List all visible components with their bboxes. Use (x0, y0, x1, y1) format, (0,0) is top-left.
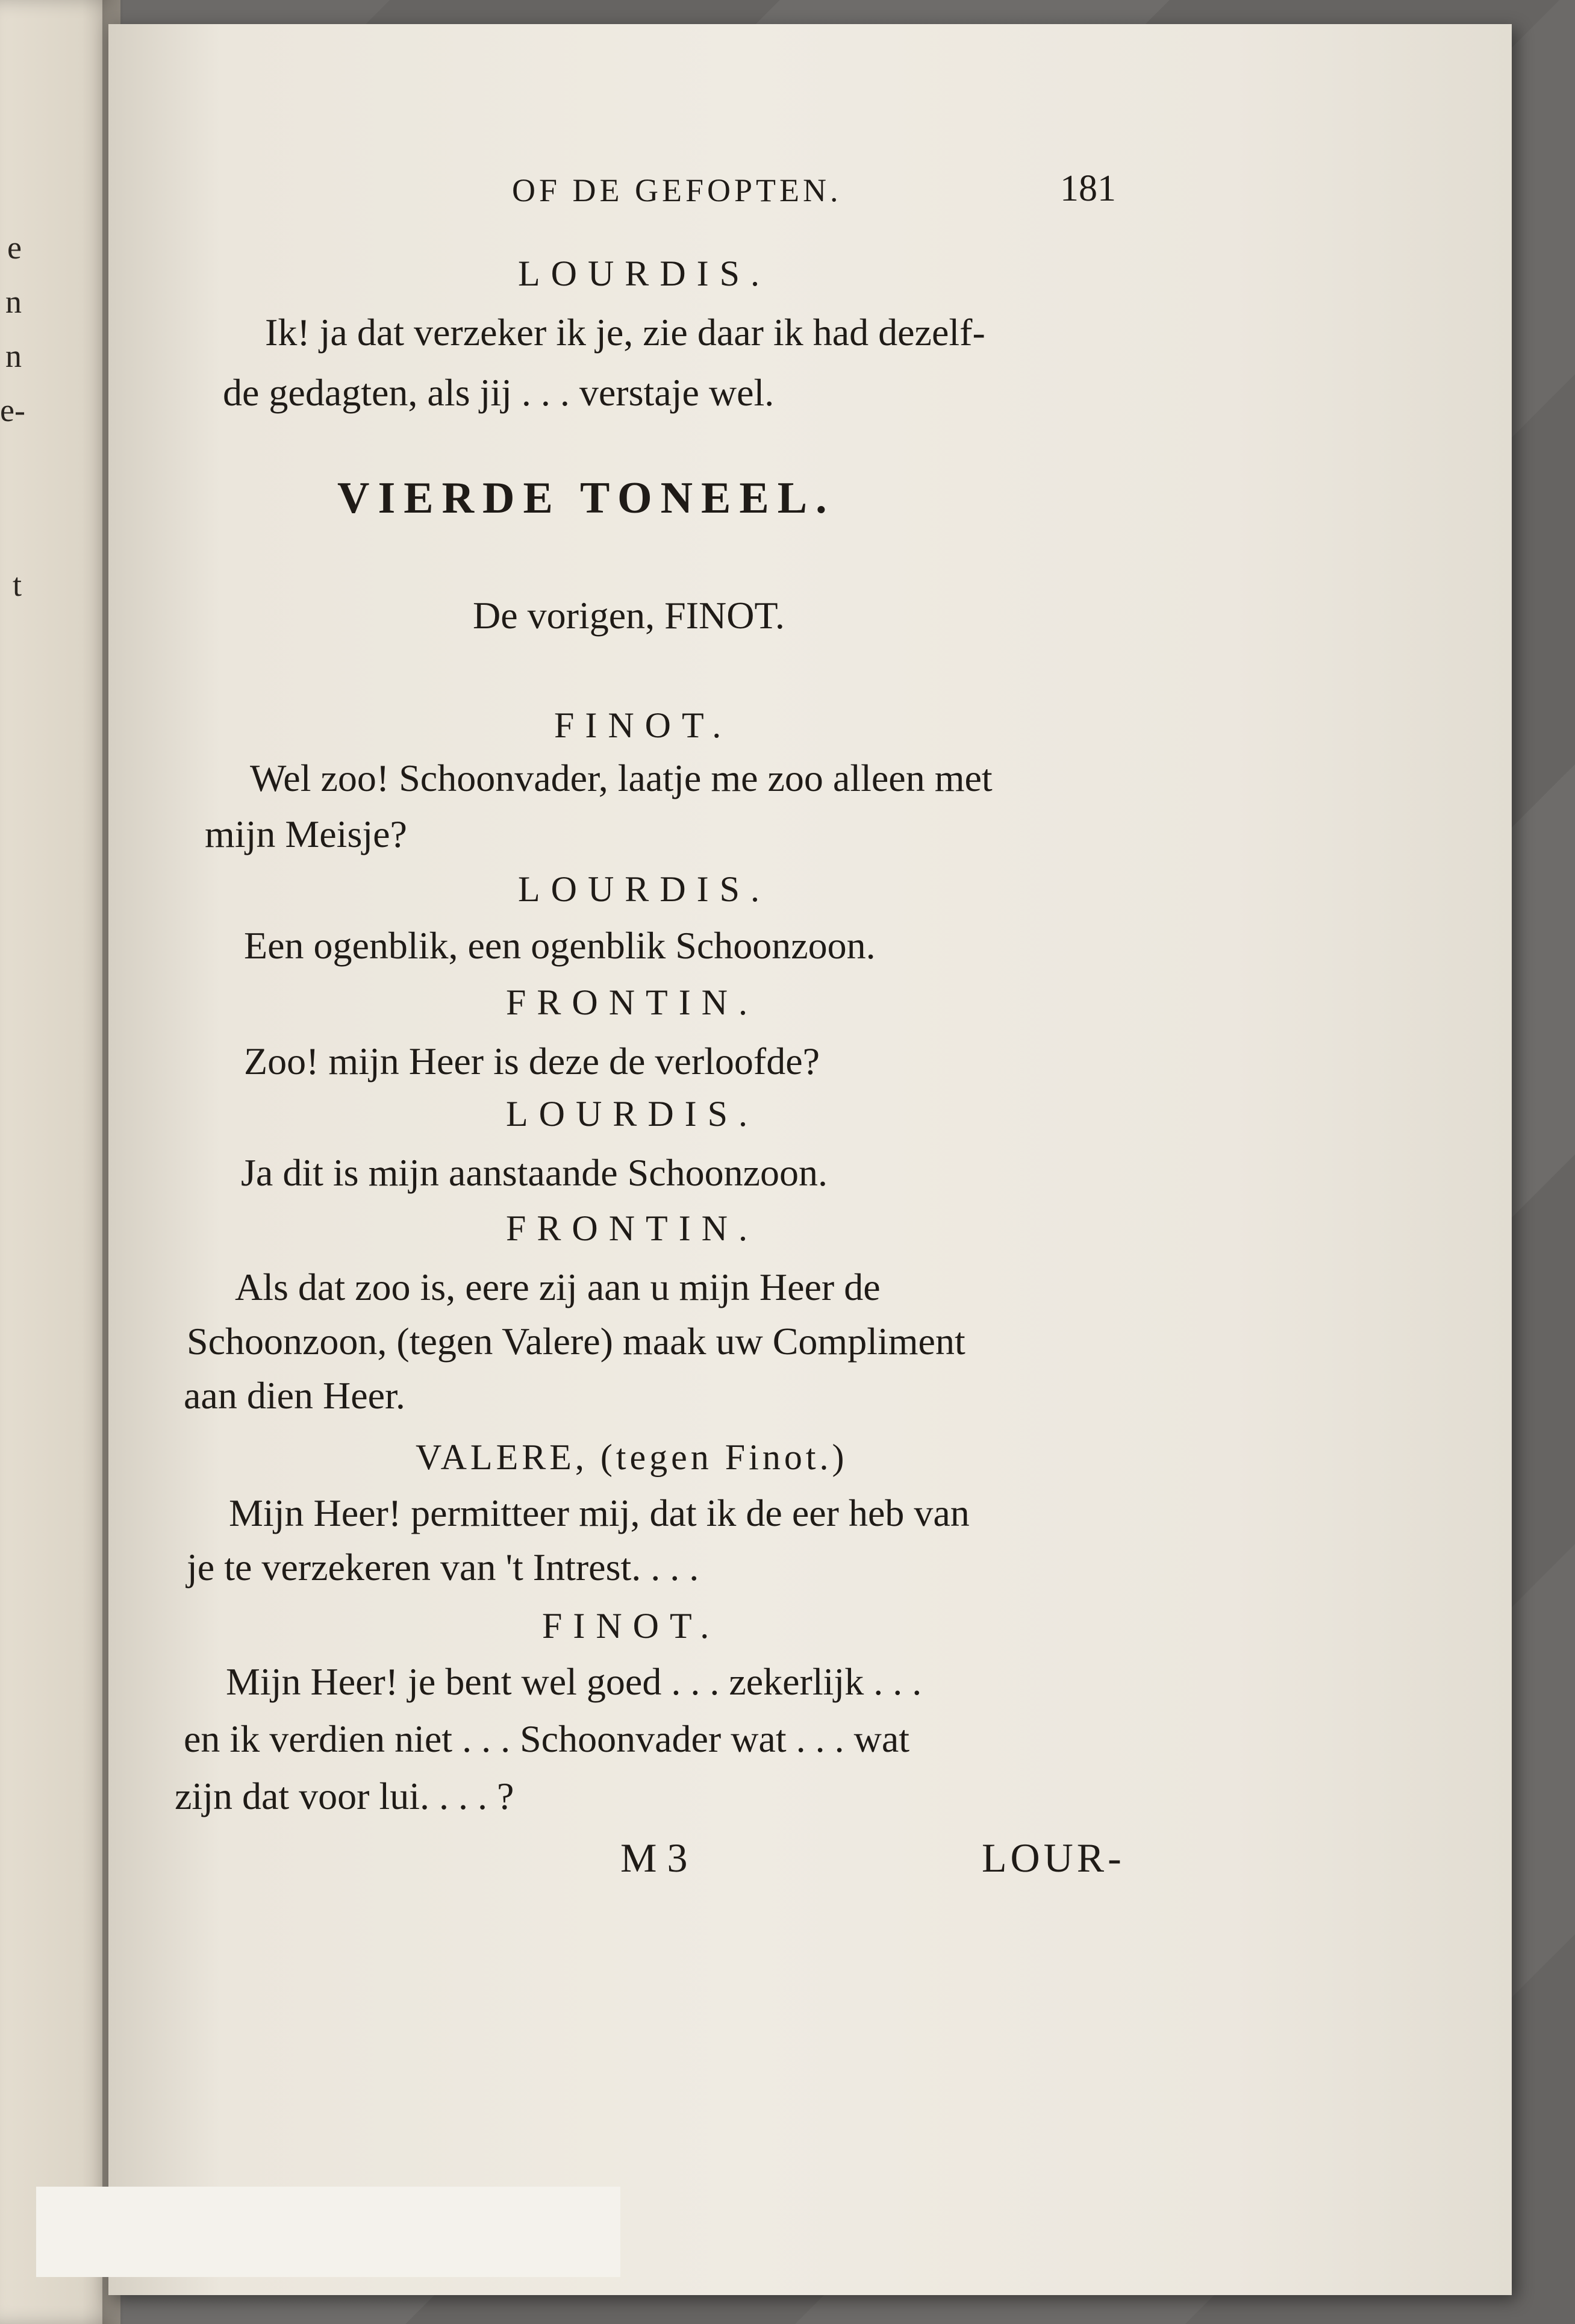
dialogue-line: zijn dat voor lui. . . . ? (175, 1775, 514, 1817)
scene-heading: VIERDE TONEEL. (337, 473, 835, 523)
speaker-name: VALERE, (tegen Finot.) (416, 1437, 848, 1477)
dialogue-line: Zoo! mijn Heer is deze de verloofde? (244, 1040, 820, 1082)
dialogue-line: Ik! ja dat verzeker ik je, zie daar ik had dezelf- (265, 311, 985, 354)
speaker-name: LOURDIS. (506, 1094, 759, 1134)
running-title: OF DE GEFOPTEN. (512, 172, 842, 208)
speaker-name: FINOT. (542, 1606, 720, 1646)
dialogue-line: je te verzekeren van 't Intrest. . . . (187, 1546, 699, 1588)
left-page-fragment: e- (0, 392, 25, 428)
speaker-name: FRONTIN. (506, 982, 759, 1022)
dialogue-line: Mijn Heer! je bent wel goed . . . zekerlijk . . . (226, 1660, 922, 1703)
dialogue-line: Als dat zoo is, eere zij aan u mijn Heer de (235, 1266, 881, 1308)
dialogue-line: mijn Meisje? (205, 813, 407, 855)
dialogue-line: en ik verdien niet . . . Schoonvader wat . . . wat (184, 1717, 909, 1760)
white-strip (36, 2187, 620, 2277)
dialogue-line: Schoonzoon, (tegen Valere) maak uw Compliment (187, 1320, 965, 1363)
page-number: 181 (1060, 168, 1116, 209)
stage-direction: De vorigen, FINOT. (473, 594, 785, 637)
speaker-name: LOURDIS. (518, 869, 771, 909)
dialogue-line: Een ogenblik, een ogenblik Schoonzoon. (244, 924, 876, 967)
catchword: LOUR- (982, 1835, 1125, 1881)
left-page-fragment: n (5, 338, 22, 374)
dialogue-line: Wel zoo! Schoonvader, laatje me zoo alleen met (250, 757, 993, 799)
dialogue-line: Mijn Heer! permitteer mij, dat ik de eer heb van (229, 1492, 970, 1534)
dialogue-line: de gedagten, als jij . . . verstaje wel. (223, 371, 775, 414)
left-page-fragment: t (12, 567, 22, 603)
left-page-fragment: n (5, 284, 22, 320)
left-page-fragment: e (7, 230, 22, 266)
speaker-name: FRONTIN. (506, 1208, 759, 1248)
dialogue-line: aan dien Heer. (184, 1374, 405, 1417)
dialogue-line: Ja dit is mijn aanstaande Schoonzoon. (241, 1151, 828, 1194)
signature-mark: M 3 (620, 1835, 688, 1881)
speaker-name: LOURDIS. (518, 254, 771, 293)
speaker-name: FINOT. (554, 705, 732, 745)
